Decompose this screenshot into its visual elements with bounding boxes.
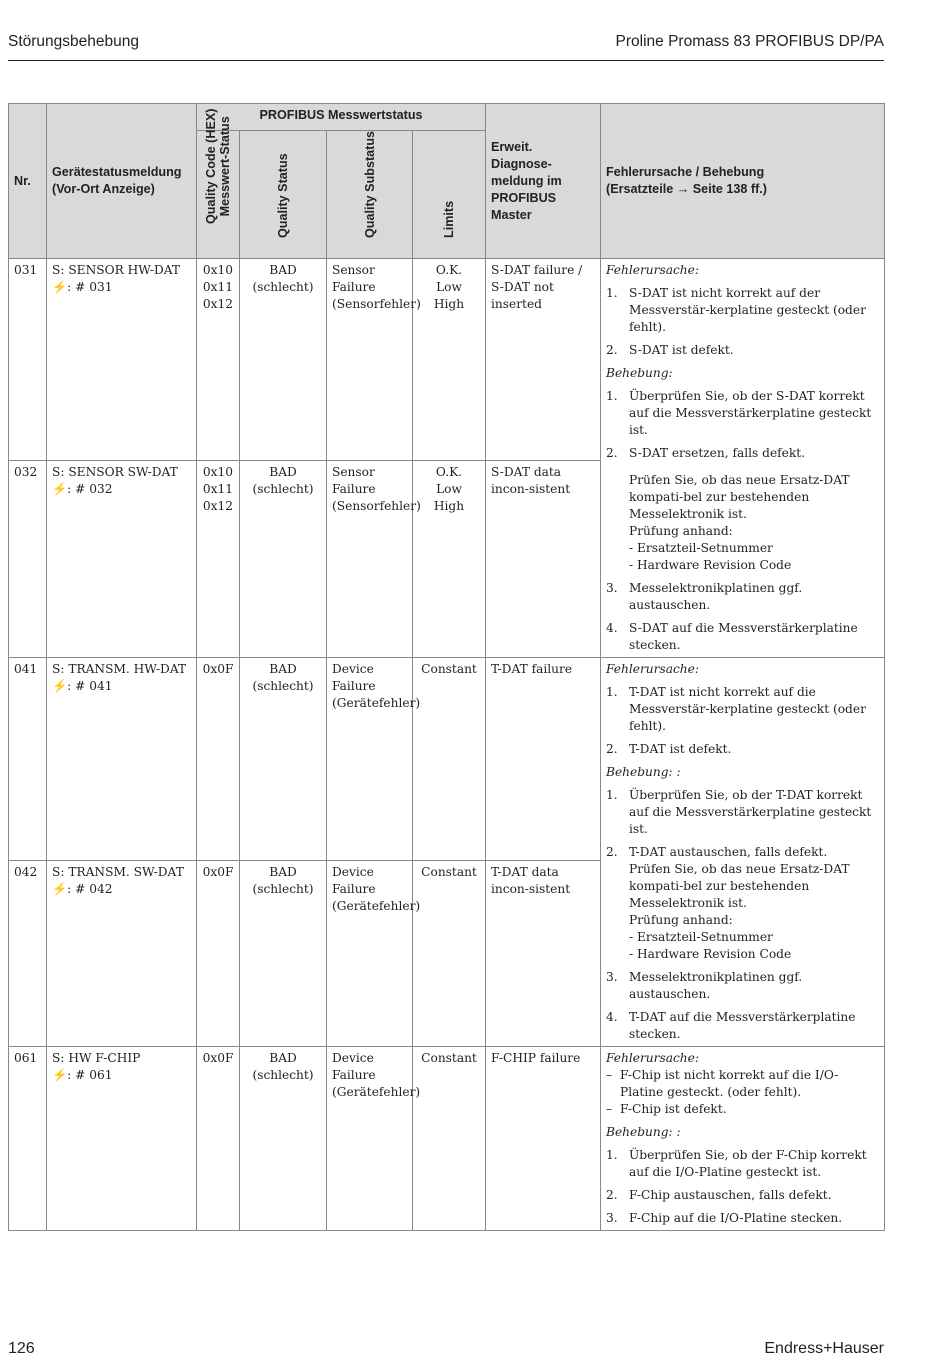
cell-message: S: HW F-CHIP ⚡: # 061 (47, 1047, 197, 1231)
col-header-quality-code: Quality Code (HEX) Messwert-Status (197, 131, 240, 259)
cell-message: S: TRANSM. SW-DAT ⚡: # 042 (47, 861, 197, 1047)
cell-quality-code: 0x0F (197, 1047, 240, 1231)
page-number: 126 (8, 1340, 35, 1357)
header-row-1 (9, 104, 885, 131)
cell-quality-substatus: Sensor Failure (Sensorfehler) (327, 259, 413, 461)
cell-quality-status: BAD (schlecht) (240, 460, 327, 657)
col-header-cause-remedy: Fehlerursache / Behebung (Ersatzteile → Seite 138 ff.) (601, 104, 885, 259)
cell-message: S: SENSOR HW-DAT ⚡: # 031 (47, 259, 197, 461)
cell-quality-substatus: Device Failure (Gerätefehler) (327, 658, 413, 861)
cell-limits: Constant (413, 658, 486, 861)
document-title: Proline Promass 83 PROFIBUS DP/PA (615, 33, 884, 50)
col-header-limits: Limits (413, 131, 486, 259)
cell-limits: Constant (413, 1047, 486, 1231)
cell-cause-remedy-sdat: Fehlerursache: 1. S-DAT ist nicht korrekt auf der Messverstär-kerplatine gesteckt (oder fehlt). 2. S-DAT ist defekt. Behebung: 1. Überprüfen Sie, ob der S-DAT korrekt auf die Messverstärkerplatine gesteckt ist. 2. S-DAT ersetzen, falls defekt. Prüfen Sie, ob das neue Ersatz-DAT kompati-bel zur bestehenden Messelektronik ist. Prüfung anhand: - Ersatzteil-Setnummer - Hardware Revision Code 3. Messelektronikplatinen ggf. austauschen. 4. S-DAT auf die Messverstärkerplatine stecken. (601, 259, 885, 658)
brand-name: Endress+Hauser (764, 1340, 884, 1357)
cell-quality-status: BAD (schlecht) (240, 259, 327, 461)
table-row (9, 259, 885, 461)
cell-diagnosis: S-DAT data incon-sistent (486, 460, 601, 657)
cell-quality-code: 0x0F (197, 658, 240, 861)
cell-nr: 041 (9, 658, 47, 861)
table-row (9, 1047, 885, 1231)
col-header-diagnosis: Erweit. Diagnose- meldung im PROFIBUS Master (486, 104, 601, 259)
cell-limits: O.K. Low High (413, 460, 486, 657)
section-title: Störungsbehebung (8, 33, 140, 50)
cell-quality-code: 0x10 0x11 0x12 (197, 460, 240, 657)
status-message-table (8, 103, 885, 1231)
cell-cause-remedy-tdat: Fehlerursache: 1. T-DAT ist nicht korrekt auf die Messverstär-kerplatine gesteckt (oder fehlt). 2. T-DAT ist defekt. Behebung: : 1. Überprüfen Sie, ob der T-DAT korrekt auf die Messverstärkerplatine gesteckt ist. 2. T-DAT austauschen, falls defekt. Prüfen Sie, ob das neue Ersatz-DAT kompati-bel zur bestehenden Messelektronik ist. Prüfung anhand: - Ersatzteil-Setnummer - Hardware Revision Code 3. Messelektronikplatinen ggf. austauschen. 4. T-DAT auf die Messverstärkerplatine stecken. (601, 658, 885, 1047)
cell-limits: O.K. Low High (413, 259, 486, 461)
cell-diagnosis: T-DAT failure (486, 658, 601, 861)
cell-quality-substatus: Device Failure (Gerätefehler) (327, 861, 413, 1047)
cell-quality-substatus: Sensor Failure (Sensorfehler) (327, 460, 413, 657)
cell-diagnosis: S-DAT failure / S-DAT not inserted (486, 259, 601, 461)
cell-message: S: SENSOR SW-DAT ⚡: # 032 (47, 460, 197, 657)
cell-nr: 042 (9, 861, 47, 1047)
table-row (9, 658, 885, 861)
col-header-nr: Nr. (9, 104, 47, 259)
col-header-message: Gerätestatusmeldung (Vor-Ort Anzeige) (47, 104, 197, 259)
cell-message: S: TRANSM. HW-DAT ⚡: # 041 (47, 658, 197, 861)
cell-nr: 031 (9, 259, 47, 461)
cell-quality-status: BAD (schlecht) (240, 861, 327, 1047)
cell-quality-substatus: Device Failure (Gerätefehler) (327, 1047, 413, 1231)
cell-diagnosis: T-DAT data incon-sistent (486, 861, 601, 1047)
cell-quality-status: BAD (schlecht) (240, 658, 327, 861)
col-header-quality-substatus: Quality Substatus (327, 131, 413, 259)
col-header-quality-status: Quality Status (240, 131, 327, 259)
cell-limits: Constant (413, 861, 486, 1047)
cell-nr: 032 (9, 460, 47, 657)
cell-cause-remedy-fchip: Fehlerursache: – F-Chip ist nicht korrekt auf die I/O-Platine gesteckt. (oder fehlt). – F-Chip ist defekt. Behebung: : 1. Überprüfen Sie, ob der F-Chip korrekt auf die I/O-Platine gesteckt ist. 2. F-Chip austauschen, falls defekt. 3. F-Chip auf die I/O-Platine stecken. (601, 1047, 885, 1231)
cell-quality-status: BAD (schlecht) (240, 1047, 327, 1231)
cell-quality-code: 0x0F (197, 861, 240, 1047)
running-header (8, 33, 884, 55)
cell-quality-code: 0x10 0x11 0x12 (197, 259, 240, 461)
cell-nr: 061 (9, 1047, 47, 1231)
cell-diagnosis: F-CHIP failure (486, 1047, 601, 1231)
header-rule (8, 60, 884, 61)
col-group-profibus-status: PROFIBUS Messwertstatus (197, 104, 486, 131)
